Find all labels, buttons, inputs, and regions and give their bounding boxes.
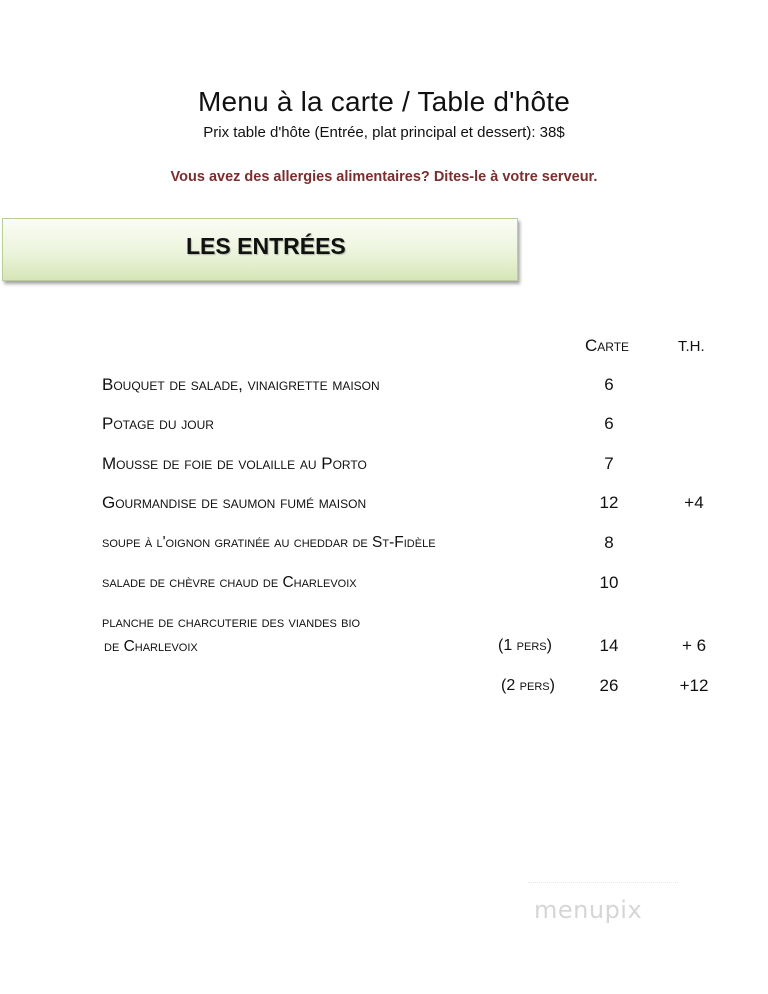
menu-item-name: Mousse de foie de volaille au Porto (102, 454, 367, 473)
menu-item-name-continued: de Charlevoix (104, 638, 198, 655)
watermark-logo: menupix (534, 896, 643, 924)
menu-item-price: 10 (599, 573, 619, 592)
page-title: Menu à la carte / Table d'hôte (198, 86, 570, 117)
column-header-th: T.H. (678, 338, 705, 355)
allergy-notice: Vous avez des allergies alimentaires? Dites-le à votre serveur. (170, 169, 598, 185)
menu-item-price: 26 (599, 676, 619, 695)
menu-item-price: 12 (599, 493, 619, 512)
menu-item-price: 6 (604, 414, 614, 433)
menu-item-th-supplement: + 6 (681, 636, 707, 655)
menu-item-price: 7 (604, 454, 614, 473)
menu-item-th-supplement: +12 (679, 676, 709, 695)
menu-item-portion: (1 pers) (498, 637, 552, 654)
menu-item-price: 8 (604, 533, 614, 552)
menu-item-name: Bouquet de salade, vinaigrette maison (102, 375, 380, 394)
watermark-divider (528, 882, 678, 887)
menu-item-th-supplement: +4 (684, 493, 704, 512)
section-title: LES ENTRÉES (186, 233, 346, 259)
menu-item-name: Potage du jour (102, 414, 214, 433)
menu-item-name: salade de chèvre chaud de Charlevoix (102, 574, 357, 591)
table-dhote-price: Prix table d'hôte (Entrée, plat principal et dessert): 38$ (203, 124, 565, 141)
menu-item-price: 14 (599, 636, 619, 655)
menu-item-name: soupe à l'oignon gratinée au cheddar de St-Fidèle (102, 534, 436, 551)
column-header-carte: Carte (585, 336, 630, 355)
menu-item-portion: (2 pers) (501, 677, 555, 694)
menu-item-price: 6 (604, 375, 614, 394)
menu-item-name: Gourmandise de saumon fumé maison (102, 493, 367, 512)
menu-item-name: planche de charcuterie des viandes bio (102, 614, 361, 631)
